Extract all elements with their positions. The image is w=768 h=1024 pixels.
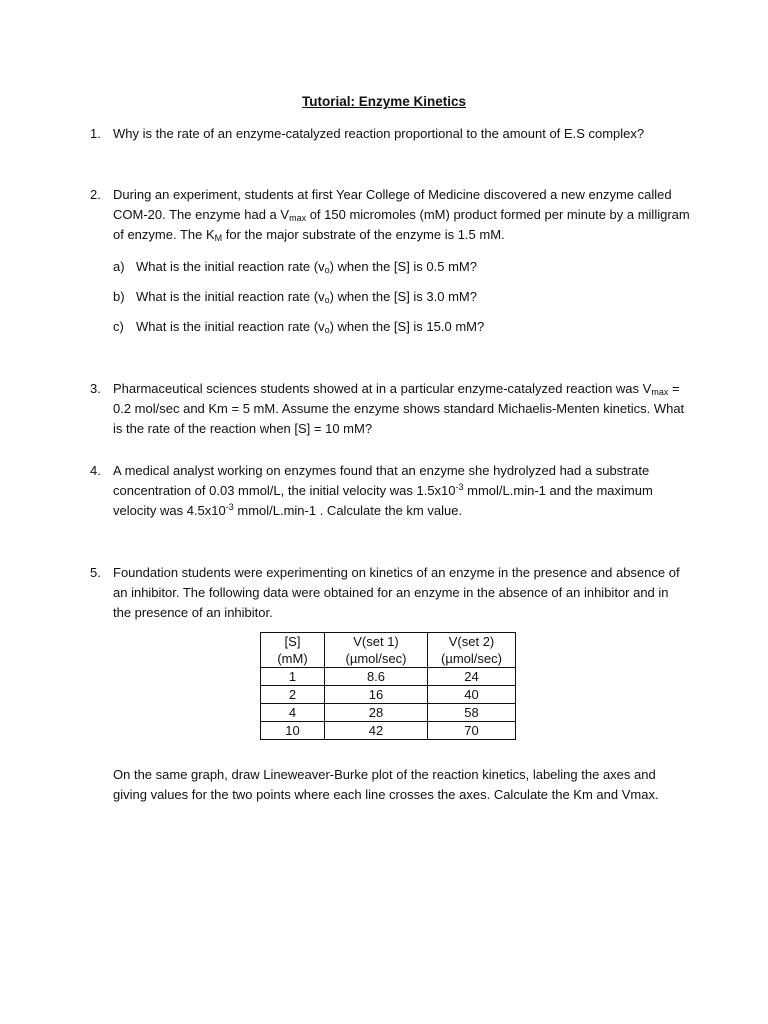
question-3 [90, 379, 690, 439]
table-row: 1 8.6 24 [261, 668, 516, 686]
question-2-part-c: c) What is the initial reaction rate $(v_o)$ when the [S] is 15.0 mM? [113, 319, 485, 335]
question-text: Why is the rate of an enzyme-catalyzed reaction proportional to the amount of E.S complex? [113, 126, 645, 141]
question-number: 3. [90, 381, 101, 396]
header-substrate: [S] (mM) [261, 633, 325, 668]
question-5-instructions [113, 765, 693, 805]
question-number: 4. [90, 463, 101, 478]
table-row: 10 42 70 [261, 722, 516, 740]
question-4 [90, 461, 690, 521]
question-5 [90, 563, 690, 623]
question-1 [90, 124, 690, 144]
table-header-row [261, 633, 516, 668]
question-number: 5. [90, 565, 101, 580]
instruction-text: On the same graph, draw Lineweaver-Burke plot of the reaction kinetics, labeling the axes and giving values for the two points where each line crosses the axes. Calculate the Km and Vmax. [113, 767, 659, 802]
question-text: A medical analyst working on enzymes found that an enzyme she hydrolyzed had a substrate concentration of 0.03 mmol/L, the initial velocity was $1.5x10^{-3}$ mmol/L.min-1 and the maximum velocity was $4.5x10^{-3}$ mmol/L.min-1 . Calculate the km value. [113, 463, 653, 518]
header-v-set-2: V(set 2) (µmol/sec) [428, 633, 516, 668]
page-title: Tutorial: Enzyme Kinetics [301, 94, 467, 109]
question-text: Pharmaceutical sciences students showed at in a particular enzyme-catalyzed reaction was $V_{max} = 0.2$ mol/sec and Km = 5 mM. Assume the enzyme shows standard Michaelis-Menten kinetics. What is the rate of the reaction when [S] = 10 mM? [113, 381, 685, 436]
kinetics-data-table [260, 632, 516, 740]
table-row: 2 16 40 [261, 686, 516, 704]
question-text: Foundation students were experimenting on kinetics of an enzyme in the presence and absence of an inhibitor. The following data were obtained for an enzyme in the absence of an inhibitor and in the presence of an inhibitor. [113, 565, 680, 620]
question-2 [90, 185, 690, 245]
header-v-set-1: V(set 1) (µmol/sec) [325, 633, 428, 668]
question-2-part-b: b) What is the initial reaction rate $(v_o)$ when the [S] is 3.0 mM? [113, 289, 477, 305]
question-number: 2. [90, 187, 101, 202]
question-number: 1. [90, 126, 101, 141]
question-2-part-a: a) What is the initial reaction rate $(v_o)$ when the [S] is 0.5 mM? [113, 259, 477, 275]
table-row: 4 28 58 [261, 704, 516, 722]
question-text: During an experiment, students at first Year College of Medicine discovered a new enzyme called COM-20. The enzyme had a $V_{max}$ of 150 micromoles (mM) product formed per minute by a milligram of enzyme. The $K_M$ for the major substrate of the enzyme is 1.5 mM. [113, 187, 690, 243]
